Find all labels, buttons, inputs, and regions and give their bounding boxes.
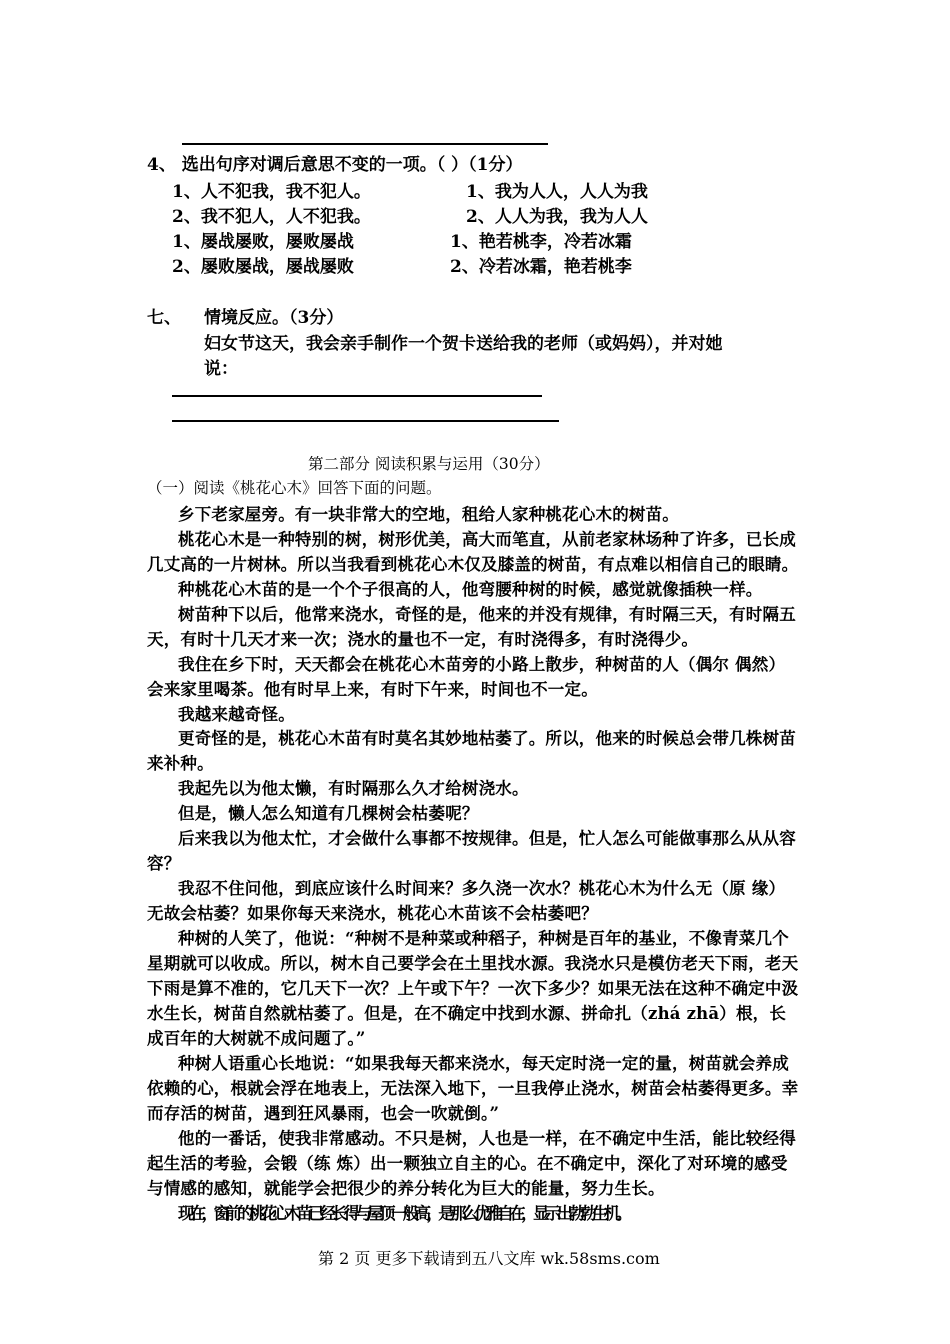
- section-7-prompt: 妇女节这天，我会亲手制作一个贺卡送给我的老师（或妈妈），并对她: [204, 334, 723, 354]
- passage-line: 起生活的考验，会锻（练 炼）出一颗独立自主的心。在不确定中，深化了对环境的感受: [147, 1154, 788, 1173]
- section-7-prompt: 说：: [204, 359, 238, 379]
- passage-line: 树苗种下以后，他常来浇水，奇怪的是，他来的并没有规律，有时隔三天，有时隔五: [178, 605, 796, 624]
- passage-line: 依赖的心，根就会浮在地表上，无法深入地下，一旦我停止浇水，树苗会枯萎得更多。幸: [147, 1079, 799, 1098]
- passage-line: 无故会枯萎？如果你每天来浇水，桃花心木苗该不会枯萎吧？: [147, 904, 598, 923]
- q4-option-right: 2、人人为我，我为人人: [466, 207, 648, 227]
- passage-line: 天，有时十几天才来一次；浇水的量也不一定，有时浇得多，有时浇得少。: [147, 630, 699, 649]
- passage-line: 而存活的树苗，遇到狂风暴雨，也会一吹就倒。”: [147, 1104, 500, 1123]
- passage-line: 他的一番话，使我非常感动。不只是树，人也是一样，在不确定中生活，能比较经得: [178, 1129, 796, 1148]
- passage-line: 种树的人笑了，他说：“种树不是种菜或种稻子，种树是百年的基业，不像青菜几个: [178, 929, 789, 948]
- passage-line: 容？: [147, 854, 181, 873]
- passage-line: 会来家里喝茶。他有时早上来，有时下午来，时间也不一定。: [147, 680, 598, 699]
- answer-line: [182, 143, 548, 145]
- passage-line: 我起先以为他太懒，有时隔那么久才给树浇水。: [178, 779, 529, 798]
- passage-line: 下雨是算不准的，它几天下一次？上午或下午？一次下多少？如果无法在这种不确定中汲: [147, 979, 799, 998]
- answer-line: [172, 395, 542, 397]
- passage-line: 我忍不住问他，到底应该什么时间来？多久浇一次水？桃花心木为什么无（原 缘）: [178, 879, 786, 898]
- passage-line: 成百年的大树就不成问题了。”: [147, 1029, 366, 1048]
- passage-line: 与情感的感知，就能学会把很少的养分转化为巨大的能量，努力生长。: [147, 1179, 665, 1198]
- passage-line: 后来我以为他太忙，才会做什么事都不按规律。但是，忙人怎么可能做事那么从从容: [178, 829, 796, 848]
- q4-option-left: 2、我不犯人，人不犯我。: [172, 207, 371, 227]
- passage-line: 我住在乡下时，天天都会在桃花心木苗旁的小路上散步，种树苗的人（偶尔 偶然）: [178, 655, 786, 674]
- section-7-title: 情境反应。（3分）: [204, 308, 344, 328]
- passage-line: 水生长，树苗自然就枯萎了。但是，在不确定中找到水源、拼命扎（zhá zhā）根，长: [147, 1004, 787, 1023]
- passage-line: 我越来越奇怪。: [178, 705, 295, 724]
- q4-option-right: 2、冷若冰霜，艳若桃李: [450, 257, 632, 277]
- passage-line: 种桃花心木苗的是一个个子很高的人，他弯腰种树的时候，感觉就像插秧一样。: [178, 580, 763, 599]
- passage-line: 乡下老家屋旁。有一块非常大的空地，租给人家种桃花心木的树苗。: [178, 505, 679, 524]
- passage-line: 来补种。: [147, 754, 214, 773]
- passage-line: 桃花心木是一种特别的树，树形优美，高大而笔直，从前老家林场种了许多，已长成: [178, 530, 796, 549]
- reading-subheading: （一）阅读《桃花心木》回答下面的问题。: [147, 479, 442, 497]
- answer-line: [172, 420, 559, 422]
- q4-option-right: 1、我为人人，人人为我: [466, 182, 648, 202]
- q4-option-left: 1、屡战屡败，屡败屡战: [172, 232, 354, 252]
- passage-line: 更奇怪的是，桃花心木苗有时莫名其妙地枯萎了。所以，他来的时候总会带几株树苗: [178, 729, 796, 748]
- passage-line: 但是，懒人怎么知道有几棵树会枯萎呢？: [178, 804, 479, 823]
- passage-line: 种树人语重心长地说：“如果我每天都来浇水，每天定时浇一定的量，树苗就会养成: [178, 1054, 789, 1073]
- passage-line: 星期就可以收成。所以，树木自己要学会在土里找水源。我浇水只是模仿老天下雨，老天: [147, 954, 799, 973]
- section-7-number: 七、: [147, 308, 181, 328]
- q4-option-left: 2、屡败屡战，屡战屡败: [172, 257, 354, 277]
- passage-line: 现在，窗前的桃花心木苗已经长得与屋顶一般高，是那么优雅自在，显示出勃勃生机。: [178, 1204, 628, 1223]
- passage-line: 几丈高的一片树林。所以当我看到桃花心木仅及膝盖的树苗，有点难以相信自己的眼睛。: [147, 555, 799, 574]
- part-2-heading: 第二部分 阅读积累与运用（30分）: [308, 455, 550, 473]
- page-footer: 第 2 页 更多下载请到五八文库 wk.58sms.com: [318, 1249, 660, 1268]
- question-4-title: 4、 选出句序对调后意思不变的一项。（ ）（1分）: [147, 155, 523, 175]
- q4-option-left: 1、人不犯我，我不犯人。: [172, 182, 371, 202]
- q4-option-right: 1、艳若桃李，冷若冰霜: [450, 232, 632, 252]
